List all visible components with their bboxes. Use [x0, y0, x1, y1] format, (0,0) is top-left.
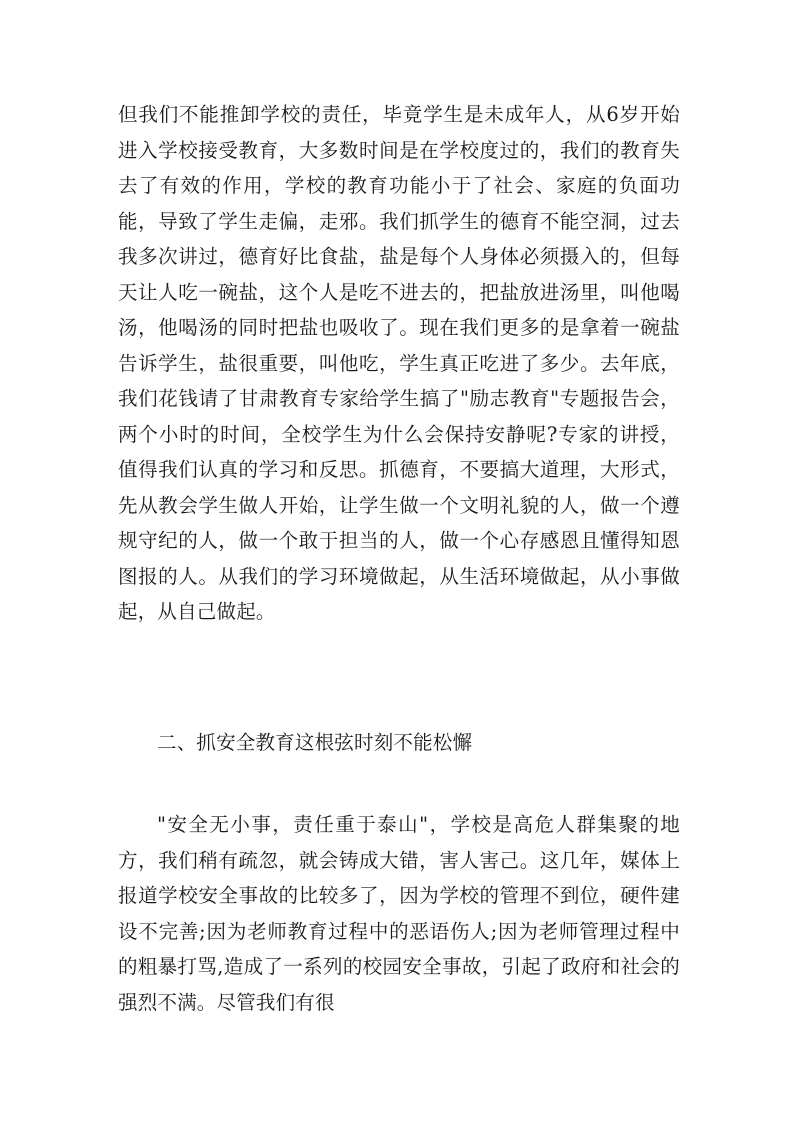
body-paragraph: 但我们不能推卸学校的责任，毕竟学生是未成年人，从6岁开始进入学校接受教育，大多数时间是在学校度过的，我们的教育失去了有效的作用，学校的教育功能小于了社会、家庭的负面功能，导致了学生走偏，走邪。我们抓学生的德育不能空洞，过去我多次讲过，德育好比食盐，盐是每个人身体必须摄入的，但每天让人吃一碗盐，这个人是吃不进去的，把盐放进汤里，叫他喝汤，他喝汤的同时把盐也吸收了。现在我们更多的是拿着一碗盐告诉学生，盐很重要，叫他吃，学生真正吃进了多少。去年底，我们花钱请了甘肃教育专家给学生搞了"励志教育"专题报告会，两个小时的时间，全校学生为什么会保持安静呢?专家的讲授，值得我们认真的学习和反思。抓德育，不要搞大道理，大形式，先从教会学生做人开始，让学生做一个文明礼貌的人，做一个遵规守纪的人，做一个敢于担当的人，做一个心存感恩且懂得知恩图报的人。从我们的学习环境做起，从生活环境做起，从小事做起，从自己做起。 — [118, 103, 680, 623]
body-paragraph: "安全无小事，责任重于泰山"，学校是高危人群集聚的地方，我们稍有疏忽，就会铸成大错，害人害己。这几年，媒体上报道学校安全事故的比较多了，因为学校的管理不到位，硬件建设不完善;因为老师教育过程中的恶语伤人;因为老师管理过程中的粗暴打骂,造成了一系列的校园安全事故，引起了政府和社会的强烈不满。尽管我们有很 — [118, 813, 680, 1014]
section-heading: 二、抓安全教育这根弦时刻不能松懈 — [157, 731, 473, 754]
